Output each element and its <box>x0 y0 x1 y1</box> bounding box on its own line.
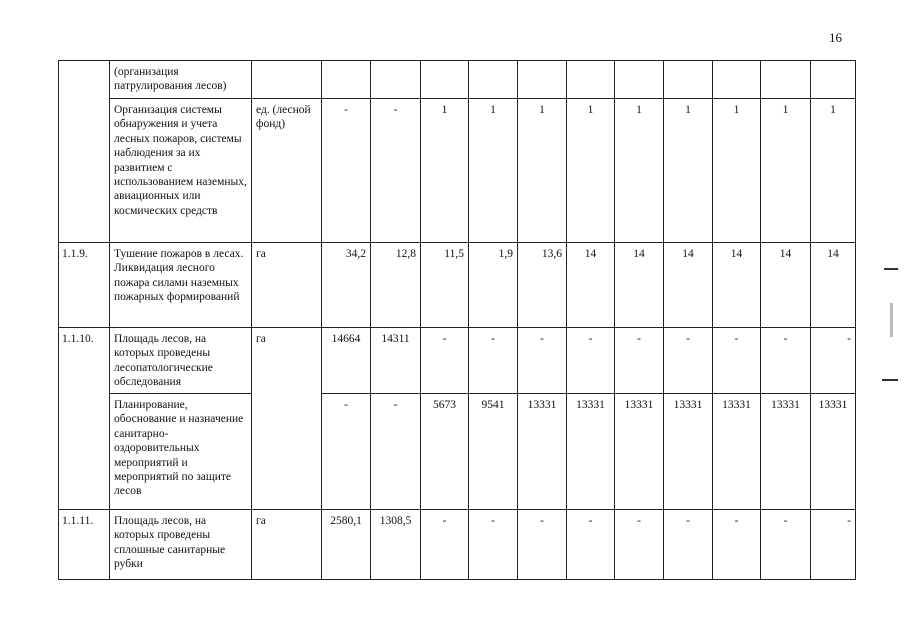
row-value <box>421 61 469 99</box>
row-value: 9541 <box>469 394 518 510</box>
row-value: 1 <box>615 99 664 243</box>
scan-mark <box>884 268 898 270</box>
row-value: 12,8 <box>371 243 421 328</box>
row-value: - <box>761 510 811 580</box>
row-value <box>371 61 421 99</box>
row-value: 11,5 <box>421 243 469 328</box>
row-value: 5673 <box>421 394 469 510</box>
row-value <box>518 61 567 99</box>
row-value: - <box>371 394 421 510</box>
row-value: - <box>567 328 615 394</box>
row-value: 14 <box>811 243 856 328</box>
row-value: 13331 <box>615 394 664 510</box>
row-name: Планирование, обоснование и назначение санитарно-оздоровительных мероприятий и мероприятий по защите лесов <box>110 394 252 510</box>
table-row <box>59 394 856 510</box>
row-unit: га <box>252 510 322 580</box>
row-value: 14 <box>713 243 761 328</box>
table-row <box>59 328 856 394</box>
scan-mark <box>882 379 898 381</box>
row-code: 1.1.10. <box>59 328 110 394</box>
row-name: Тушение пожаров в лесах. Ликвидация лесного пожара силами наземных пожарных формирований <box>110 243 252 328</box>
row-value: - <box>518 510 567 580</box>
row-name: (организация патрулирования лесов) <box>110 61 252 99</box>
row-value: - <box>664 510 713 580</box>
row-code <box>59 99 110 243</box>
row-value: - <box>421 328 469 394</box>
row-value <box>469 61 518 99</box>
row-value: 1 <box>664 99 713 243</box>
row-value: 14 <box>567 243 615 328</box>
row-value: - <box>761 328 811 394</box>
table-row <box>59 243 856 328</box>
row-value: 1 <box>518 99 567 243</box>
row-value: 1 <box>761 99 811 243</box>
row-value: - <box>567 510 615 580</box>
row-code: 1.1.9. <box>59 243 110 328</box>
row-code <box>59 394 110 510</box>
row-value: 13,6 <box>518 243 567 328</box>
row-value: - <box>664 328 713 394</box>
table-row <box>59 99 856 243</box>
row-value: 14 <box>761 243 811 328</box>
row-value: - <box>713 510 761 580</box>
row-unit: га <box>252 243 322 328</box>
row-value: - <box>421 510 469 580</box>
row-value: 1 <box>811 99 856 243</box>
row-name: Организация системы обнаружения и учета лесных пожаров, системы наблюдения за их развитием с использованием наземных, авиационных или космических средств <box>110 99 252 243</box>
row-value: 13331 <box>811 394 856 510</box>
row-value <box>811 61 856 99</box>
row-value: 13331 <box>664 394 713 510</box>
row-value: 13331 <box>761 394 811 510</box>
row-value: 13331 <box>713 394 761 510</box>
row-unit: ед. (лесной фонд) <box>252 99 322 243</box>
row-value: - <box>469 510 518 580</box>
row-value: - <box>469 328 518 394</box>
table-row <box>59 510 856 580</box>
row-unit <box>252 394 322 510</box>
row-unit <box>252 61 322 99</box>
row-name: Площадь лесов, на которых проведены сплошные санитарные рубки <box>110 510 252 580</box>
row-value: 14311 <box>371 328 421 394</box>
row-value: 1 <box>713 99 761 243</box>
forest-measures-table <box>58 60 856 580</box>
row-value: 14 <box>664 243 713 328</box>
row-value <box>567 61 615 99</box>
row-value <box>664 61 713 99</box>
row-value: - <box>615 328 664 394</box>
row-value <box>615 61 664 99</box>
row-value: - <box>371 99 421 243</box>
row-value: 34,2 <box>322 243 371 328</box>
row-value: 14664 <box>322 328 371 394</box>
row-name: Площадь лесов, на которых проведены лесопатологические обследования <box>110 328 252 394</box>
row-unit: га <box>252 328 322 394</box>
row-value: 1308,5 <box>371 510 421 580</box>
row-value <box>322 61 371 99</box>
row-value: 1,9 <box>469 243 518 328</box>
row-value <box>713 61 761 99</box>
row-value: - <box>811 510 856 580</box>
table-row <box>59 61 856 99</box>
row-value: 13331 <box>567 394 615 510</box>
row-value: 1 <box>567 99 615 243</box>
page-number: 16 <box>829 30 842 45</box>
row-value: 1 <box>469 99 518 243</box>
row-value: - <box>322 99 371 243</box>
scan-mark <box>890 303 893 337</box>
row-value <box>761 61 811 99</box>
row-value: - <box>615 510 664 580</box>
row-value: 2580,1 <box>322 510 371 580</box>
row-code: 1.1.11. <box>59 510 110 580</box>
row-value: - <box>322 394 371 510</box>
row-value: - <box>811 328 856 394</box>
row-value: - <box>518 328 567 394</box>
row-code <box>59 61 110 99</box>
row-value: - <box>713 328 761 394</box>
row-value: 13331 <box>518 394 567 510</box>
row-value: 1 <box>421 99 469 243</box>
row-value: 14 <box>615 243 664 328</box>
